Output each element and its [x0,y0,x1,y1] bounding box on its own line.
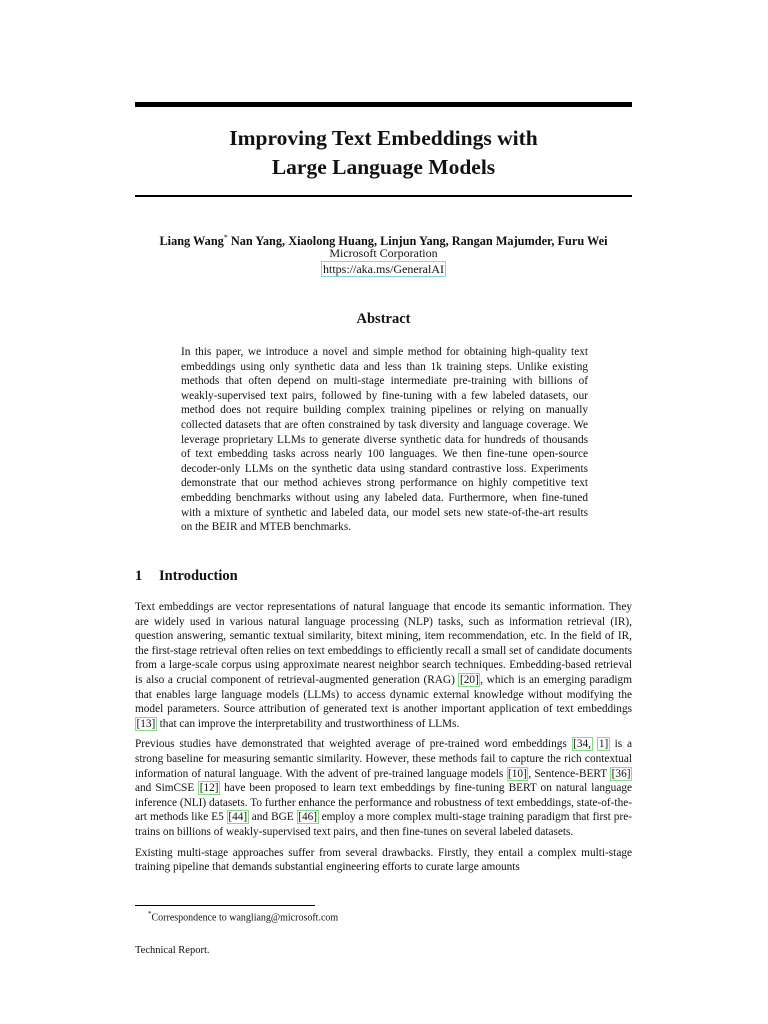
title-line-1: Improving Text Embeddings with [229,126,538,150]
paragraph-text: that can improve the interpretability and trustworthiness of LLMs. [156,717,460,730]
section-title: Introduction [159,568,238,584]
abstract-text: In this paper, we introduce a novel and simple method for obtaining high-quality text embeddings using only synthetic data and less than 1k training steps. Unlike existing methods that often depend on multi-stage intermediate pre-training with billions of weakly-supervised text pairs, followed by fine-tuning with a few labeled datasets, our method does not require building complex training pipelines or relying on manually collected datasets that are often constrained by task diversity and language coverage. We leverage proprietary LLMs to generate diverse synthetic data for hundreds of thousands of text embedding tasks across nearly 100 languages. We then fine-tune open-source decoder-only LLMs on the synthetic data using standard contrastive loss. Experiments demonstrate that our method achieves strong performance on highly competitive text embedding benchmarks without using any labeled data. Furthermore, when fine-tuned with a mixture of synthetic and labeled data, our model sets new state-of-the-art results on the BEIR and MTEB benchmarks. [181,346,588,534]
paragraph-3: Existing multi-stage approaches suffer from several drawbacks. Firstly, they entail a complex multi-stage training pipeline that demands substantial engineering efforts to curate large amounts [135,846,632,874]
paragraph-text: have been proposed to learn text embeddings by fine-tuning BERT on natural language inference (NLI) datasets. To further enhance the performance and robustness of text embeddings, state-of-the-art methods like E5 [135,782,633,824]
affiliation: Microsoft Corporation [329,246,438,260]
paragraph-1 [135,600,632,731]
abstract-heading: Abstract [356,311,411,327]
paragraph-text: , which is an emerging paradigm that enables large language models (LLMs) to access dynamic external knowledge without modifying the model parameters. Source attribution of generated text is another important application of text embeddings [135,673,632,716]
citation-link[interactable]: 1] [598,738,609,751]
footnote-rule [135,905,315,906]
footnote-text: Correspondence to wangliang@microsoft.com [151,912,339,924]
paragraph-text: is a strong baseline for measuring semantic similarity. However, these methods fail to capture the rich contextual information of natural language. With the advent of pre-trained language models [135,738,632,780]
paragraph-2 [135,737,632,839]
introduction-body [135,600,632,881]
footnote-mark: * [148,910,152,918]
general-ai-link[interactable]: https://aka.ms/GeneralAI [323,262,444,276]
citation-link[interactable]: [12] [199,782,219,795]
title-top-rule [135,102,632,107]
paragraph-text: employ a more complex multi-stage training paradigm that first pre-trains on billions of weakly-supervised text pairs, and then fine-tunes on several labeled datasets. [135,811,632,838]
title-bottom-rule [135,195,632,197]
citation-link[interactable]: [44] [228,811,248,824]
first-author: Liang Wang [159,234,224,249]
technical-report-label: Technical Report. [135,945,210,956]
paragraph-text: Text embeddings are vector representations of natural language that encode its semantic information. They are widely used in various natural language processing (NLP) tasks, such as information retrieval (IR), question answering, semantic textual similarity, bitext mining, item recommendation, etc. In the field of IR, the first-stage retrieval often relies on text embeddings to efficiently recall a small set of candidate documents from a large-scale corpus using approximate nearest neighbor search techniques. Embedding-based retrieval is also a crucial component of retrieval-augmented generation (RAG) [135,601,632,686]
citation-link[interactable]: [34, [573,738,591,751]
other-authors: Nan Yang, Xiaolong Huang, Linjun Yang, Rangan Majumder, Furu Wei [227,234,608,249]
paragraph-text: and SimCSE [135,782,199,795]
citation-link[interactable]: [46] [298,811,318,824]
title-line-2: Large Language Models [271,155,496,179]
citation-link[interactable]: [36] [611,767,631,780]
paper-title [135,124,632,182]
correspondence-mark: * [223,233,228,242]
paragraph-text: and BGE [248,811,297,824]
citation-link[interactable]: [13] [136,717,156,730]
section-heading-introduction [135,568,238,585]
footnote [148,907,338,925]
paragraph-text: Previous studies have demonstrated that weighted average of pre-trained word embeddings [135,738,572,751]
paragraph-text: , Sentence-BERT [528,767,611,780]
citation-link[interactable]: [10] [508,767,527,780]
section-number: 1 [135,568,143,584]
citation-link[interactable]: [20] [459,673,479,686]
